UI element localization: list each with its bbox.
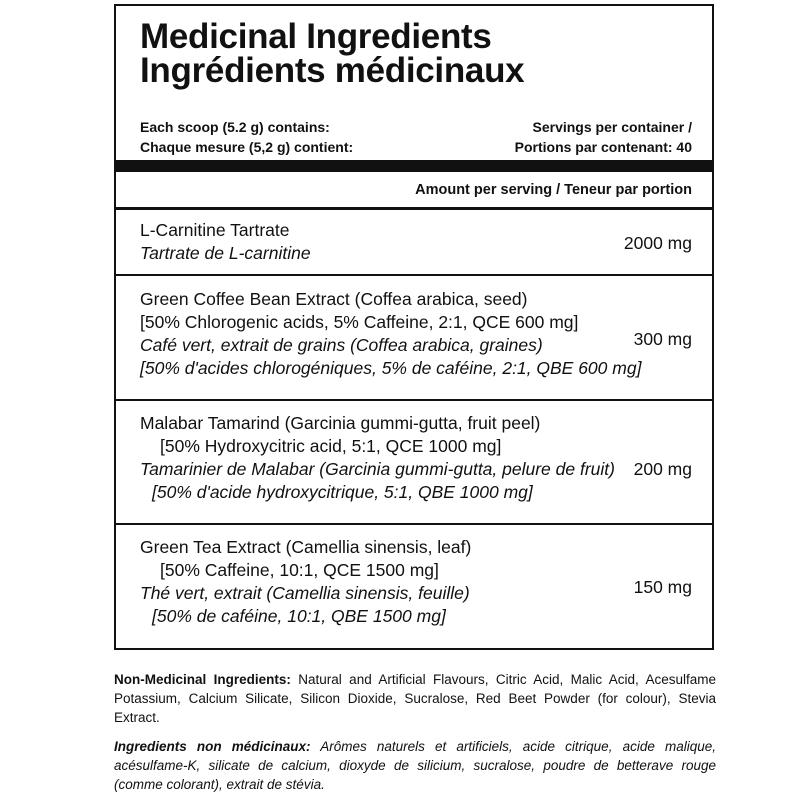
ingredient-amount: 200 mg [633,459,692,479]
ingredient-spec-french: [50% de caféine, 10:1, QBE 1500 mg] [152,606,446,626]
ingredient-name-french: Tamarinier de Malabar (Garcinia gummi-gutta, pelure de fruit) [140,459,615,479]
title-english: Medicinal Ingredients [140,17,492,56]
ingredient-name [140,536,471,628]
non-medicinal-ingredients-french [114,737,716,794]
servings-per-container [515,117,692,157]
ingredient-name-english: Malabar Tamarind (Garcinia gummi-gutta, fruit peel) [140,413,541,433]
serving-size-english: Each scoop (5.2 g) contains: [140,119,330,135]
ingredient-name [140,288,641,380]
ingredient-spec-french: [50% d'acides chlorogéniques, 5% de caféine, 2:1, QBE 600 mg] [140,358,642,378]
row-divider [116,523,712,525]
ingredient-amount: 2000 mg [623,233,692,253]
ingredient-name [140,219,311,265]
header-divider [116,207,712,210]
ingredient-name-french: Café vert, extrait de grains (Coffea arabica, graines) [140,335,543,355]
ingredient-spec-english: [50% Caffeine, 10:1, QCE 1500 mg] [160,560,439,580]
row-divider [116,399,712,401]
servings-per-container-english: Servings per container / [532,119,692,135]
ingredient-spec-english: [50% Hydroxycitric acid, 5:1, QCE 1000 mg] [160,436,502,456]
panel-title [140,17,525,90]
ingredient-name-english: Green Coffee Bean Extract (Coffea arabica, seed) [140,289,528,309]
ingredient-name-english: Green Tea Extract (Camellia sinensis, leaf) [140,537,472,557]
ingredient-name [140,412,615,504]
non-medicinal-label-english: Non-Medicinal Ingredients: [114,672,291,687]
non-medicinal-ingredients-english [114,670,716,727]
ingredient-amount: 150 mg [633,577,692,597]
ingredient-name-french: Thé vert, extrait (Camellia sinensis, feuille) [140,583,470,603]
ingredient-spec-french: [50% d'acide hydroxycitrique, 5:1, QBE 1000 mg] [152,482,533,502]
row-divider [116,274,712,276]
serving-size [140,117,353,157]
amount-per-serving-header: Amount per serving / Teneur par portion [415,182,692,198]
serving-size-french: Chaque mesure (5,2 g) contient: [140,139,354,155]
ingredient-name-english: L-Carnitine Tartrate [140,220,290,240]
non-medicinal-text-english: Natural and Artificial Flavours, Citric Acid, Malic Acid, Acesulfame Potassium, Calcium Silicate, Silicon Dioxide, Sucralose, Red Beet Powder (for colour), Stevia Extract. [114,672,716,725]
title-french: Ingrédients médicinaux [140,51,525,90]
ingredient-name-french: Tartrate de L-carnitine [140,243,311,263]
thick-divider [116,160,712,172]
medicinal-ingredients-panel [114,4,714,650]
servings-per-container-french: Portions par contenant: 40 [514,139,692,155]
non-medicinal-label-french: Ingredients non médicinaux: [114,739,311,754]
non-medicinal-text-french: Arômes naturels et artificiels, acide citrique, acide malique, acésulfame-K, silicate de calcium, dioxyde de silicium, sucralose, poudre de betterave rouge (comme colorant), extrait de stévia. [114,739,717,792]
ingredient-amount: 300 mg [633,329,692,349]
ingredient-spec-english: [50% Chlorogenic acids, 5% Caffeine, 2:1, QCE 600 mg] [140,312,579,332]
